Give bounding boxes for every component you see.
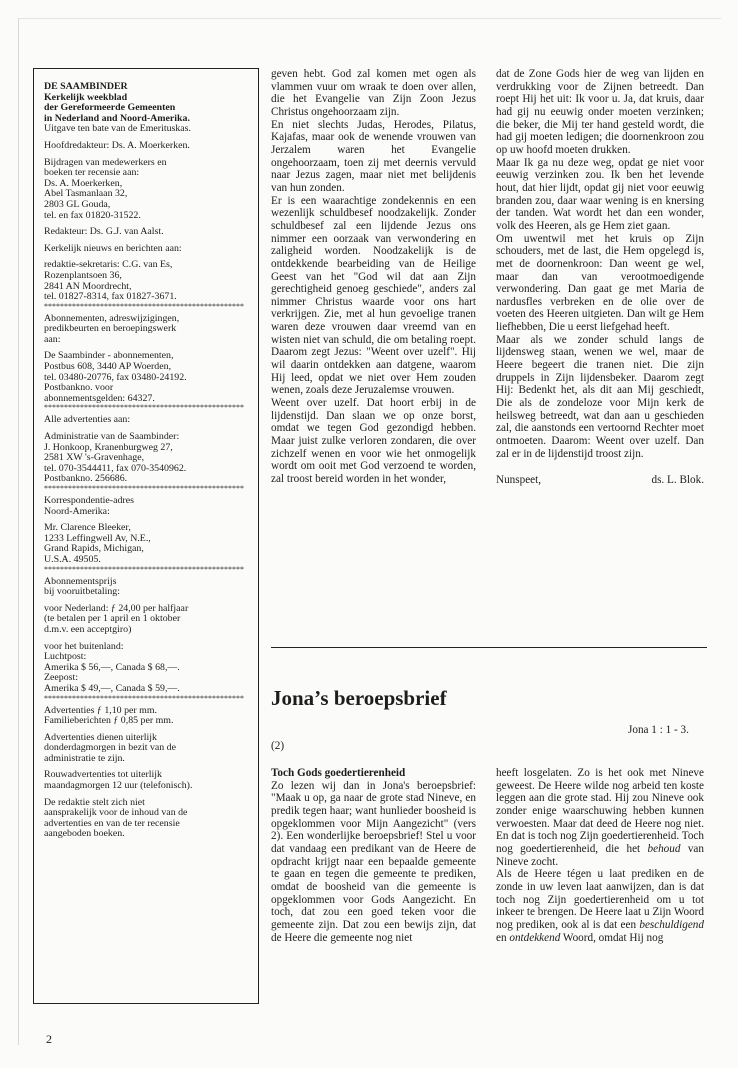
- article2-column-right: [496, 767, 704, 944]
- separator: **************************************************: [44, 565, 244, 574]
- paragraph: Er is een waarachtige zondekennis en een wezenlijk schuldbesef noodzakelijk. Zonder schuldbesef zal een lijdende Jezus ons nimmer een oorzaak van verwondering en zaligheid worden. Noodzakelijk is de ontdekkende bearbeiding van de Heilige Geest van het "God wil dat aan Zijn gerechtigheid genoeg geschiede", anders zal nimmer Christus waarde voor ons hart verkrijgen. Zie, met al hun gevoelige tranen waren deze vrouwen daar vreemd van en wisten niet van schuld, die om betaling roept. Daarom zegt Jezus: "Weent over uzelf". Hij wil daarin ontdekken aan datgene, waarom Hij leed, opdat we niet over Hem zouden wenen, zoals deze Jeruzalemse vrouwen.: [271, 194, 476, 397]
- separator: **************************************************: [44, 302, 244, 311]
- separator: **************************************************: [44, 485, 244, 493]
- signature: [496, 474, 704, 487]
- paragraph: geven hebt. God zal komen met ogen als vlammen vuur om wraak te doen over allen, die het Evangelie van Zijn Zoon Jezus Christus ongehoorzaam zijn.: [271, 68, 476, 118]
- paragraph: Maar Ik ga nu deze weg, opdat ge niet voor eeuwig verzinken zou. Ik ben het levende hout, dat hier lijdt, opdat gij niet voor eeuwig branden zou, daar waar wening is en knersing der tanden. Wat wordt het dan een wonder, volk des Heeren, als ge Hem ziet gaan.: [496, 156, 704, 232]
- subscriptions-address: De Saambinder - abonnementen, Postbus 608, 3440 AP Woerden, tel. 03480-20776, fax 03480-24192. Postbankno. voor abonnementsgelden: 64327.: [44, 350, 187, 404]
- paragraph: Zo lezen wij dan in Jona's beroepsbrief: "Maak u op, ga naar de grote stad Nineve, en predik tegen haar; want hunlieder boosheid is opgeklommen voor Mijn Aangezicht" (vers 2). Een wonderlijke beroepsbrief! Stel u voor dat vandaag een predikant van de Heere de opdracht krijgt naar een bepaalde gemeente te gaan en tegen die gemeente te prediken, omdat de boosheid van die gemeente is opgeklommen voor Gods Aangezicht. En toch, dat zou een goed teken voor die gemeente zijn. Dat zou een bewijs zijn, dat de Heere die gemeente nog niet: [271, 779, 476, 944]
- separator: **************************************************: [44, 404, 244, 413]
- editor: Redakteur: Ds. G.J. van Aalst.: [44, 226, 164, 238]
- paragraph: Om uwentwil met het kruis op Zijn schouders, met de last, die Hem opgelegd is, met de doornenkroon: Dan weent ge wel, maar dan van verootmoedigende verwondering. Dan gaat ge met Maria de nardusfles verbreken en de olie over de voeten des Heeren uitgieten. Dan wilt ge Hem liefhebben, Die u eerst liefgehad heeft.: [496, 232, 704, 334]
- ad-rates: Advertenties ƒ 1,10 per mm. Familieberichten ƒ 0,85 per mm.: [44, 704, 174, 727]
- scripture-reference: Jona 1 : 1 - 3.: [628, 724, 689, 736]
- ad-deadline: Advertenties dienen uiterlijk donderdagmorgen in bezit van de administratie te zijn.: [44, 731, 176, 764]
- section-divider: [271, 647, 707, 648]
- paragraph: Als de Heere tégen u laat prediken en de zonde in uw leven laat aanwijzen, dan is dat toch nog Zijn goedertierenheid om u tot inkeer te brengen. De Heere laat u Zijn Woord nog prediken, ook al is dat een beschuldigend en ontdekkend Woord, omdat Hij nog: [496, 868, 704, 944]
- price-abroad: voor het buitenland: Luchtpost: Amerika $ 56,—, Canada $ 68,—. Zeepost: Amerika $ 49,—, Canada $ 59,—.: [44, 640, 180, 694]
- masthead: DE SAAMBINDER Kerkelijk weekblad der Gereformeerde Gemeenten in Nederland and Noord-Amerika. Uitgave ten bate van de Emerituskas.: [44, 81, 191, 135]
- ads-address: Administratie van de Saambinder: J. Honkoop, Kranenburgweg 27, 2581 XW 's-Gravenhage, tel. 070-3544411, fax 070-3540962. Postbankno. 256686.: [44, 431, 187, 485]
- secretary-address: redaktie-sekretaris: C.G. van Es, Rozenplantsoen 36, 2841 AN Moordrecht, tel. 01827-8314, fax 01827-3671.: [44, 259, 177, 303]
- paragraph: Maar als we zonder schuld langs de lijdensweg staan, wenen we wel, maar de Heere begeert die tranen niet. Die zijn druppels in Zijn lijdensbeker. Daarom zegt Hij: Bedenkt het, als dit aan Mij geschiedt, Die als de zondeloze voor Mijn kerk de heilsweg betreedt, wat dan aan u geschieden zal, die aanstonds een vertoornd Rechter moet ontmoeten. Daarom: Weent over uzelf. Dan zal er in de lijdenstijd troost zijn.: [496, 333, 704, 460]
- paragraph: Weent over uzelf. Dat hoort erbij in de lijdenstijd. Dan slaan we op onze borst, omdat we tegen God gezondigd hebben. Maar juist zulke verloren zondaren, die over zichzelf wenen en voor wie het onmogelijk wordt om ooit met God verzoend te worden, zal troost bereid worden in het wonder,: [271, 397, 476, 485]
- north-america-heading: Korrespondentie-adres Noord-Amerika:: [44, 495, 134, 517]
- price-netherlands: voor Nederland: ƒ 24,00 per halfjaar (te betalen per 1 april en 1 oktober d.m.v. een acceptgiro): [44, 602, 189, 635]
- page-number: 2: [46, 1032, 52, 1046]
- paragraph: En niet slechts Judas, Herodes, Pilatus, Kajafas, maar ook de wenende vrouwen van Jerzalem waren het Evangelie ongehoorzaam, toen zij met deernis vervuld naar Jezus zagen, maar niet met belijdenis van hun zonden.: [271, 118, 476, 194]
- chief-editor: Hoofdredakteur: Ds. A. Moerkerken.: [44, 139, 190, 151]
- article2-subheading: Toch Gods goedertierenheid: [271, 767, 406, 779]
- paragraph: heeft losgelaten. Zo is het ook met Nineve geweest. De Heere wilde nog arbeid ten koste leggen aan die grote stad. Hij zou Nineve ook zonder enige waarschuwing hebben kunnen verwoesten. Maar dat deed de Heere nog niet. En dat is toch nog Zijn goedertierenheid. Toch nog goedertierenheid, die het behoud van Nineve zocht.: [496, 767, 704, 868]
- signature-author: ds. L. Blok.: [651, 474, 704, 487]
- price-heading: Abonnementsprijs bij vooruitbetaling:: [44, 575, 120, 598]
- signature-place: Nunspeet,: [496, 474, 542, 487]
- news-heading: Kerkelijk nieuws en berichten aan:: [44, 242, 182, 254]
- ads-heading: Alle advertenties aan:: [44, 414, 131, 426]
- paragraph: dat de Zone Gods hier de weg van lijden en verdrukking voor de Zijnen betreedt. Dan roept Hij het uit: Ik voor u. Ja, dat kruis, daar had gij nu eeuwig onder moeten verzinken; die beker, die Mij ter hand gesteld wordt, die had gij moeten ledigen; die doornenkroon zou op uw hoofd moeten drukken.: [496, 68, 704, 156]
- article2-title: Jona’s beroepsbrief: [271, 686, 447, 710]
- article1-column-right: [496, 68, 704, 487]
- subscriptions-heading: Abonnementen, adreswijzigingen, predikbeurten en beroepingswerk aan:: [44, 312, 180, 345]
- separator: **************************************************: [44, 694, 244, 703]
- mourning-ads: Rouwadvertenties tot uiterlijk maandagmorgen 12 uur (telefonisch).: [44, 769, 193, 792]
- contributions-address: Bijdragen van medewerkers en boeken ter recensie aan: Ds. A. Moerkerken, Abel Tasmanlaan 32, 2803 GL Gouda, tel. en fax 01820-31522.: [44, 156, 167, 221]
- colophon-box: [33, 68, 259, 1004]
- north-america-address: Mr. Clarence Bleeker, 1233 Leffingwell Av, N.E., Grand Rapids, Michigan, U.S.A. 49505.: [44, 522, 151, 565]
- article2-part-number: (2): [271, 740, 285, 752]
- disclaimer: De redaktie stelt zich niet aansprakelijk voor de inhoud van de advertenties en van de ter recensie aangeboden boeken.: [44, 796, 188, 840]
- article2-column-middle: [271, 767, 476, 944]
- article1-column-middle: [271, 68, 476, 486]
